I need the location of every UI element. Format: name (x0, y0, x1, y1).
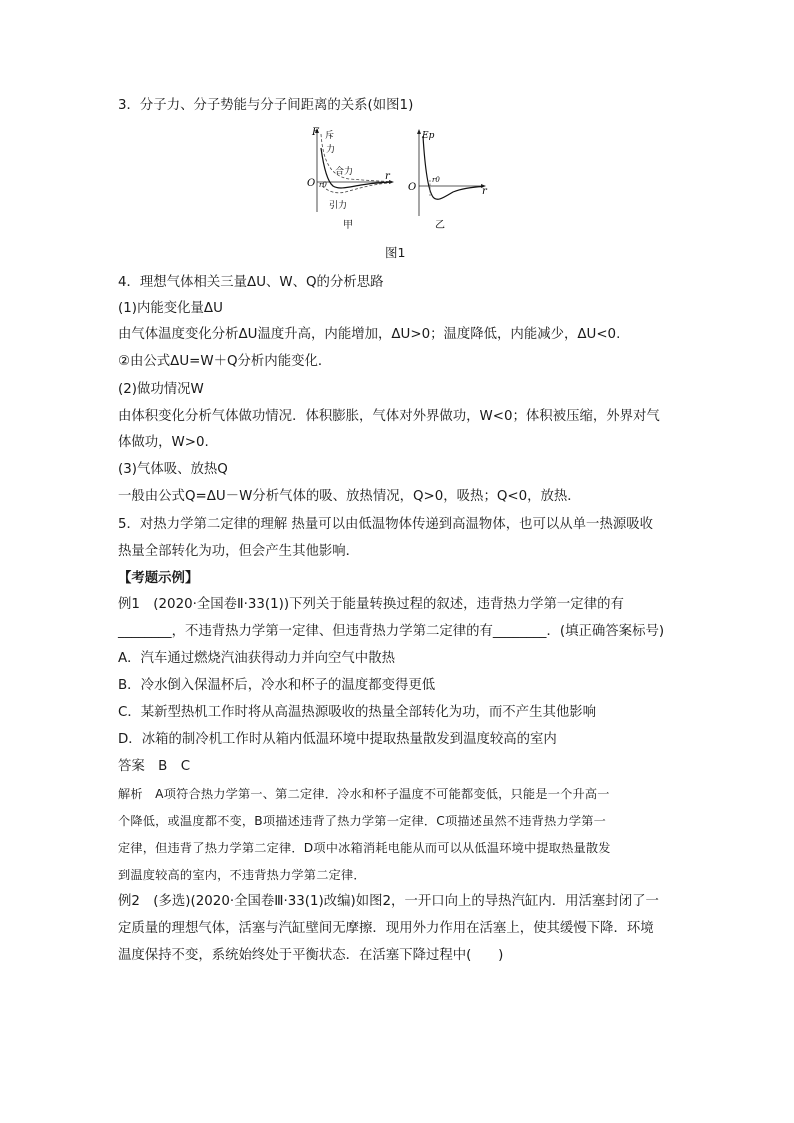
yi-axis-ep-label: Ep (422, 131, 435, 141)
example1-option-b: B．冷水倒入保温杯后，冷水和杯子的温度都变得更低 (118, 678, 436, 693)
example1-option-c: C．某新型热机工作时将从高温热源吸收的热量全部转化为功，而不产生其他影响 (118, 705, 597, 720)
examples-header: 【考题示例】 (118, 571, 199, 586)
example2-line-1: 例2 (多选)(2020·全国卷Ⅲ·33(1)改编)如图2，一开口向上的导热汽缸内．用活塞封闭了一 (118, 894, 659, 909)
example1-option-d: D．冰箱的制冷机工作时从箱内低温环境中提取热量散发到温度较高的室内 (118, 732, 557, 747)
figure1-caption: 图1 (385, 245, 406, 260)
example1-line-1: 例1 (2020·全国卷Ⅱ·33(1))下列关于能量转换过程的叙述，违背热力学第一定律的有 (118, 597, 624, 612)
figure-potential-energy-vs-distance (405, 124, 495, 234)
section4-heading: 4．理想气体相关三量ΔU、W、Q的分析思路 (118, 275, 384, 290)
section4-p2-title: (2)做功情况W (118, 382, 204, 397)
yi-origin-label: O (408, 182, 417, 193)
section4-p1-text-b: ②由公式ΔU=W＋Q分析内能变化． (118, 354, 332, 369)
example2-line-3: 温度保持不变，系统始终处于平衡状态．在活塞下降过程中( ) (118, 948, 504, 963)
example1-analysis-line-1: 解析 A项符合热力学第一、第二定律．冷水和杯子温度不可能都变低，只能是一个升高一 (118, 787, 610, 801)
example1-analysis-line-2: 个降低，或温度都不变，B项描述违背了热力学第一定律．C项描述虽然不违背热力学第一 (118, 814, 606, 828)
section4-p2-text-b: 体做功，W>0. (118, 435, 209, 450)
section4-p1-title: (1)内能变化量ΔU (118, 301, 223, 316)
figure-force-vs-distance (305, 124, 395, 234)
example1-analysis-line-4: 到温度较高的室内，不违背热力学第二定律． (118, 868, 366, 882)
section4-p3-title: (3)气体吸、放热Q (118, 462, 228, 477)
yi-r0-label: r0 (432, 176, 440, 184)
example1-analysis-line-3: 定律，但违背了热力学第二定律．D项中冰箱消耗电能从而可以从低温环境中提取热量散发 (118, 841, 611, 855)
section5-line-1: 5．对热力学第二定律的理解 热量可以由低温物体传递到高温物体，也可以从单一热源吸收 (118, 517, 654, 532)
jia-axis-f-label: F (312, 127, 319, 138)
jia-net-force-label: 合力 (335, 167, 354, 177)
section4-p2-text-a: 由体积变化分析气体做功情况．体积膨胀，气体对外界做功，W<0；体积被压缩，外界对气 (118, 409, 660, 424)
jia-repulsion-label-1: 斥 (325, 131, 335, 141)
section4-p1-text-a: 由气体温度变化分析ΔU温度升高，内能增加，ΔU>0；温度降低，内能减少，ΔU<0. (118, 327, 621, 342)
yi-axis-r-label: r (482, 186, 487, 197)
jia-repulsion-label-2: 力 (326, 145, 336, 155)
example1-line-2: ________，不违背热力学第一定律、但违背热力学第二定律的有________．(填正确答案标号) (118, 624, 665, 639)
jia-origin-label: O (307, 178, 316, 189)
jia-r0-label: r0 (319, 181, 327, 189)
section3-heading: 3．分子力、分子势能与分子间距离的关系(如图1) (118, 98, 414, 113)
yi-figure-label: 乙 (435, 220, 445, 231)
jia-figure-label: 甲 (343, 220, 353, 231)
example1-option-a: A．汽车通过燃烧汽油获得动力并向空气中散热 (118, 651, 395, 666)
jia-axis-r-label: r (385, 171, 390, 182)
section5-line-2: 热量全部转化为功，但会产生其他影响． (118, 544, 360, 559)
example2-line-2: 定质量的理想气体，活塞与汽缸壁间无摩擦．现用外力作用在活塞上，使其缓慢下降．环境 (118, 921, 654, 936)
example1-answer: 答案 B C (118, 759, 191, 774)
jia-attraction-label: 引力 (329, 201, 348, 211)
section4-p3-text: 一般由公式Q=ΔU－W分析气体的吸、放热情况，Q>0，吸热；Q<0，放热． (118, 489, 581, 504)
